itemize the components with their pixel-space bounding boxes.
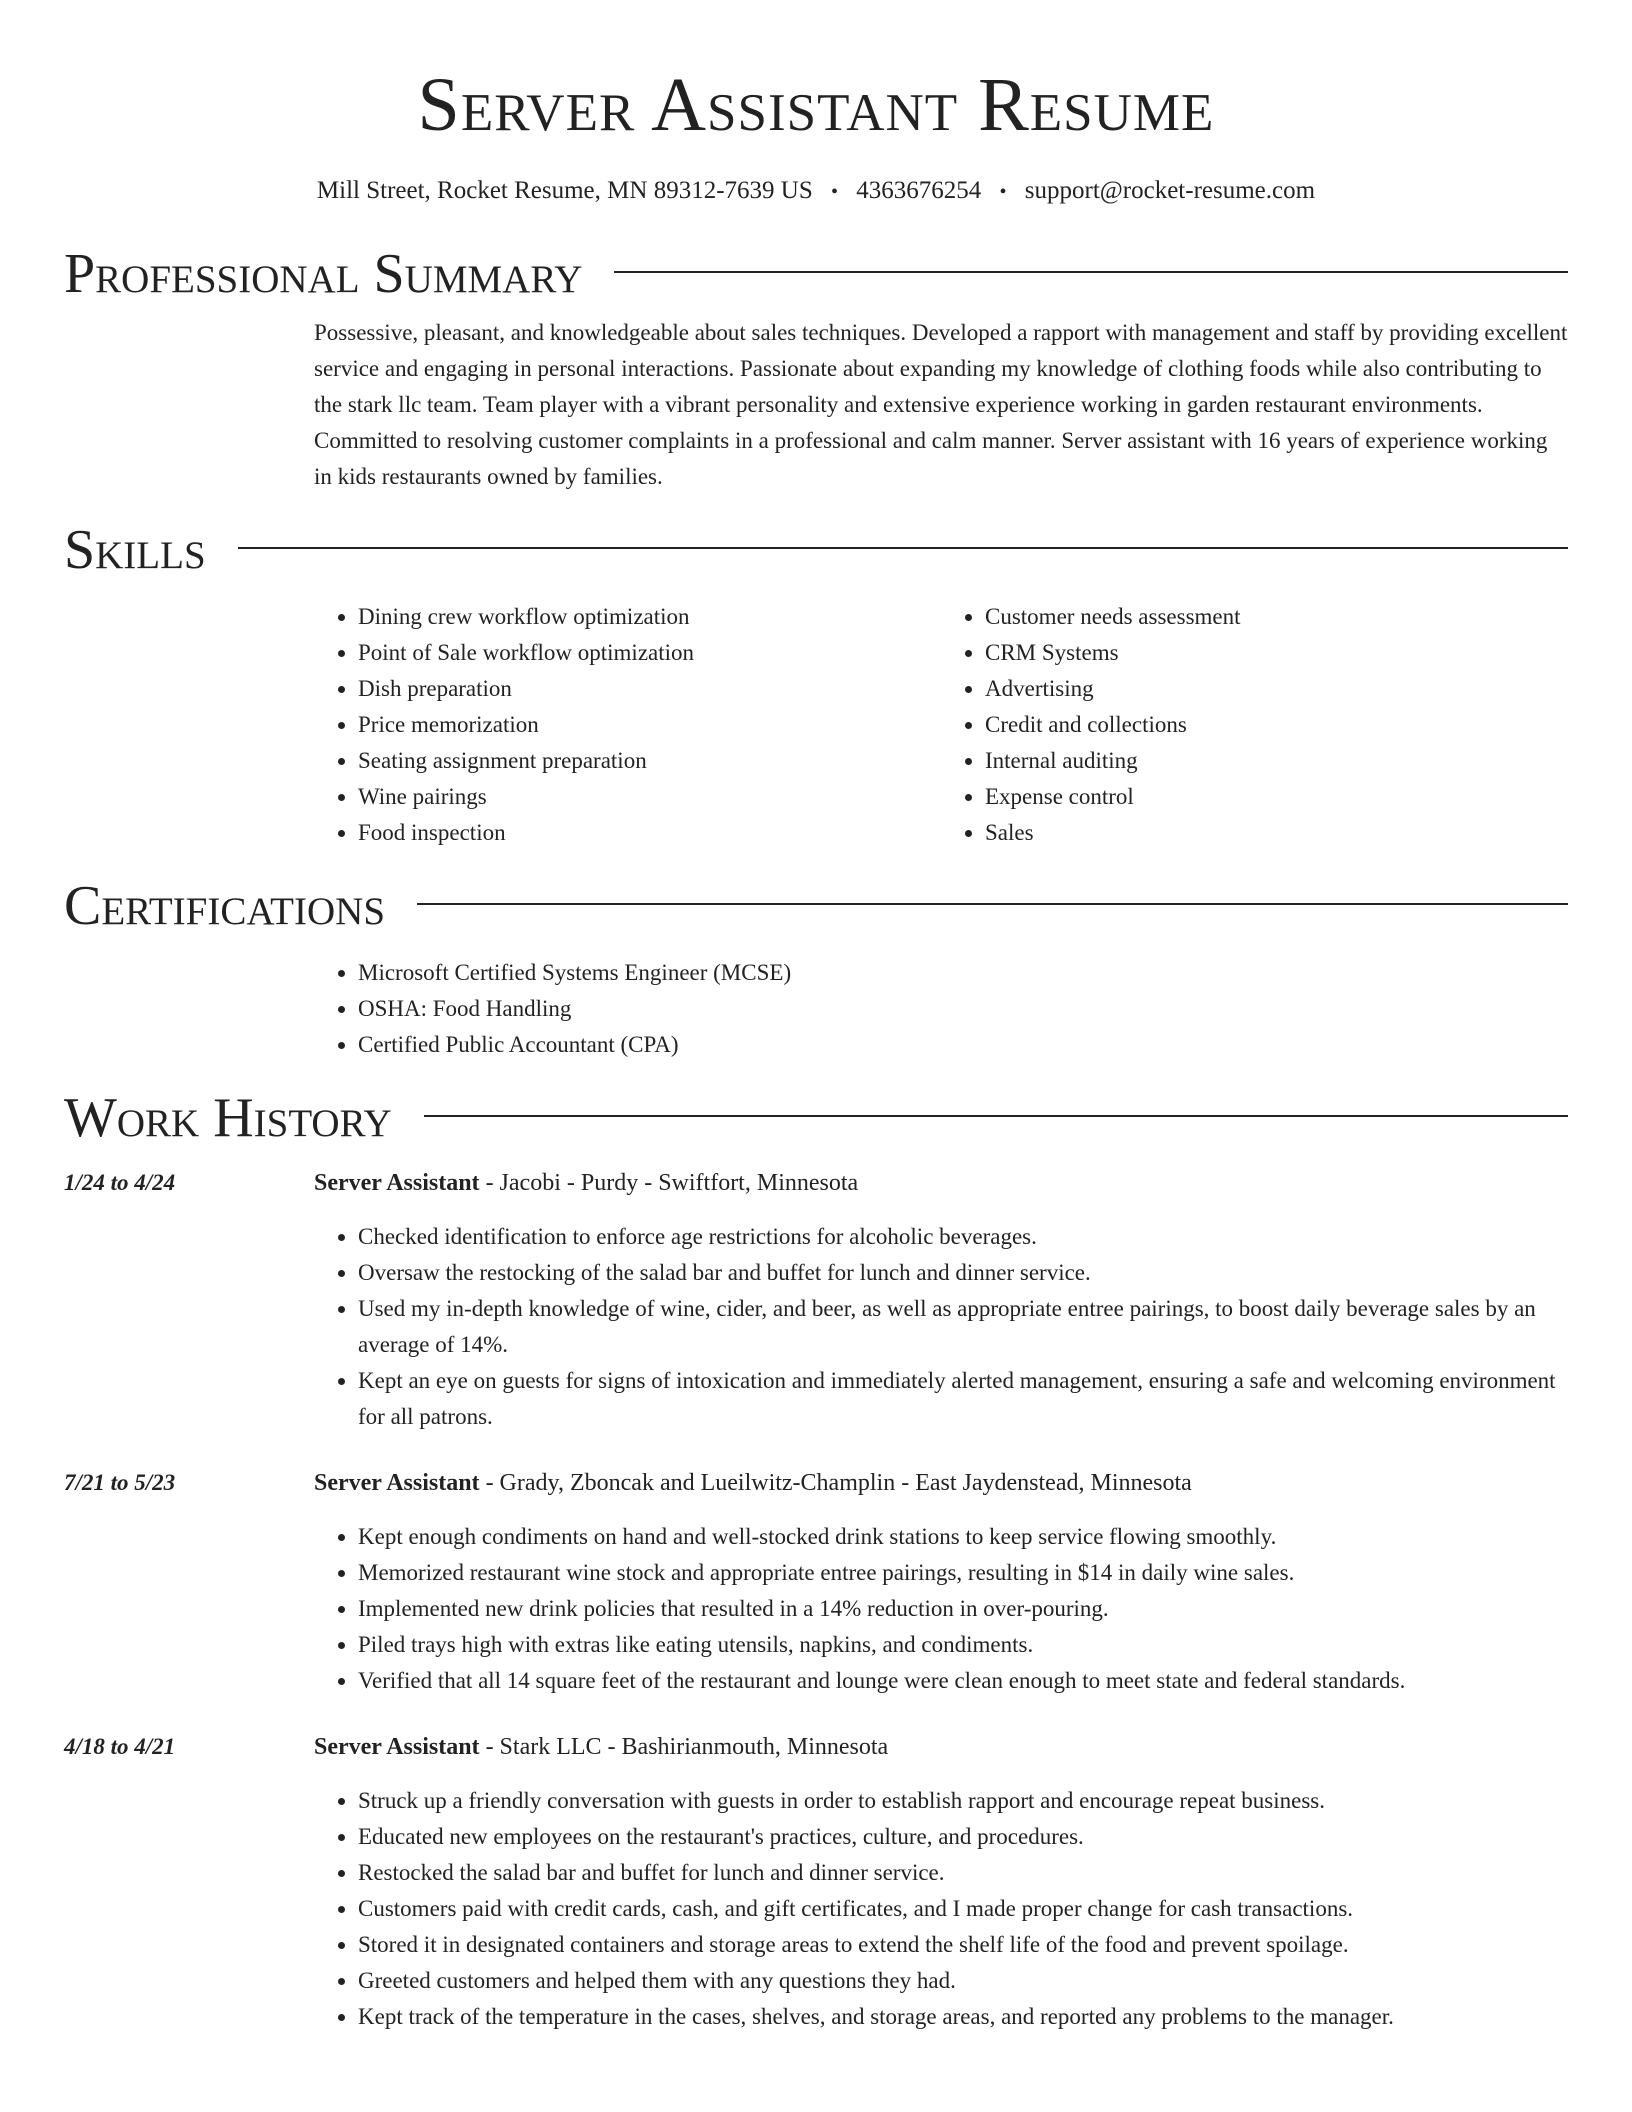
skills-column-right [941,599,1568,851]
job-duty-item: • Piled trays high with extras like eating utensils, napkins, and condiments. [358,1627,1568,1663]
skill-item: • Seating assignment preparation [358,743,941,779]
section-divider [614,271,1568,273]
job-title-line [314,1465,1568,1501]
skill-item: • Price memorization [358,707,941,743]
section-divider [238,547,1568,549]
skill-item: • Internal auditing [985,743,1568,779]
work-history-heading: Work History [64,1087,392,1149]
certification-item: • Microsoft Certified Systems Engineer (MCSE) [358,955,1568,991]
section-divider [417,903,1568,905]
contact-email: support@rocket-resume.com [1024,177,1316,204]
job-title: Server Assistant [314,1734,480,1760]
section-divider [424,1115,1568,1117]
certifications-section-header [64,871,1568,941]
certification-item: • OSHA: Food Handling [358,991,1568,1027]
contact-separator: • [999,181,1007,203]
job-duty-item: • Kept track of the temperature in the cases, shelves, and storage areas, and reported any problems to the manager. [358,1999,1568,2035]
job-dates: 1/24 to 4/24 [64,1170,176,1195]
skills-column-left [314,599,941,851]
job-entry [64,1465,1568,1699]
summary-text: Possessive, pleasant, and knowledgeable about sales techniques. Developed a rapport with management and staff by providing excellent service and engaging in personal interactions. Passionate about expanding my knowledge of clothing foods while also contributing to the stark llc team. Team player with a vibrant personality and extensive experience working in garden restaurant environments. Committed to resolving customer complaints in a professional and calm manner. Server assistant with 16 years of experience working in kids restaurants owned by families. [314,320,1568,489]
skill-item: • Credit and collections [985,707,1568,743]
job-duty-item: • Restocked the salad bar and buffet for lunch and dinner service. [358,1855,1568,1891]
job-duty-item: • Verified that all 14 square feet of the restaurant and lounge were clean enough to meet state and federal standards. [358,1663,1568,1699]
contact-line [64,174,1568,209]
skill-item: • Dish preparation [358,671,941,707]
job-duty-item: • Struck up a friendly conversation with guests in order to establish rapport and encourage repeat business. [358,1783,1568,1819]
summary-body [314,315,1568,495]
job-title: Server Assistant [314,1470,480,1496]
job-duty-item: • Greeted customers and helped them with any questions they had. [358,1963,1568,1999]
skills-heading: Skills [64,519,206,581]
certifications-list [314,955,1568,1063]
job-duty-item: • Checked identification to enforce age restrictions for alcoholic beverages. [358,1219,1568,1255]
job-duties [64,1219,1568,1435]
job-title-line [314,1729,1568,1765]
skill-item: • Customer needs assessment [985,599,1568,635]
work-history-section-header [64,1083,1568,1153]
job-duty-item: • Implemented new drink policies that resulted in a 14% reduction in over-pouring. [358,1591,1568,1627]
skills-section-header [64,515,1568,585]
certifications-heading: Certifications [64,875,386,937]
job-title: Server Assistant [314,1170,480,1196]
job-entry [64,1165,1568,1435]
skill-item: • Wine pairings [358,779,941,815]
contact-address: Mill Street, Rocket Resume, MN 89312-7639 US [316,177,813,204]
job-duty-item: • Kept an eye on guests for signs of intoxication and immediately alerted management, ensuring a safe and welcoming environment for all patrons. [358,1363,1568,1435]
job-duty-item: • Used my in-depth knowledge of wine, cider, and beer, as well as appropriate entree pairings, to boost daily beverage sales by an average of 14%. [358,1291,1568,1363]
job-duty-item: • Kept enough condiments on hand and well-stocked drink stations to keep service flowing smoothly. [358,1519,1568,1555]
certification-item: • Certified Public Accountant (CPA) [358,1027,1568,1063]
skill-item: • Advertising [985,671,1568,707]
job-employer-location: - Grady, Zboncak and Lueilwitz-Champlin - East Jaydenstead, Minnesota [479,1470,1192,1496]
job-dates: 4/18 to 4/21 [64,1734,176,1759]
contact-separator: • [830,181,838,203]
summary-heading: Professional Summary [64,243,583,305]
skill-item: • Point of Sale workflow optimization [358,635,941,671]
summary-section-header [64,239,1568,309]
job-duty-item: • Educated new employees on the restaurant's practices, culture, and procedures. [358,1819,1568,1855]
job-entry [64,1729,1568,2035]
job-duty-item: • Memorized restaurant wine stock and appropriate entree pairings, resulting in $14 in daily wine sales. [358,1555,1568,1591]
job-duty-item: • Oversaw the restocking of the salad bar and buffet for lunch and dinner service. [358,1255,1568,1291]
job-duties [64,1519,1568,1699]
skill-item: • Expense control [985,779,1568,815]
skill-item: • Food inspection [358,815,941,851]
skill-item: • Dining crew workflow optimization [358,599,941,635]
job-duty-item: • Customers paid with credit cards, cash, and gift certificates, and I made proper change for cash transactions. [358,1891,1568,1927]
contact-phone: 4363676254 [856,177,982,204]
resume-title: Server Assistant Resume [417,63,1215,147]
resume-page [64,0,1568,2035]
job-duties [64,1783,1568,2035]
skills-list [314,599,1568,851]
job-title-line [314,1165,1568,1201]
job-employer-location: - Stark LLC - Bashirianmouth, Minnesota [479,1734,889,1760]
job-employer-location: - Jacobi - Purdy - Swiftfort, Minnesota [479,1170,859,1196]
job-duty-item: • Stored it in designated containers and storage areas to extend the shelf life of the food and prevent spoilage. [358,1927,1568,1963]
skill-item: • CRM Systems [985,635,1568,671]
skill-item: • Sales [985,815,1568,851]
job-dates: 7/21 to 5/23 [64,1470,176,1495]
